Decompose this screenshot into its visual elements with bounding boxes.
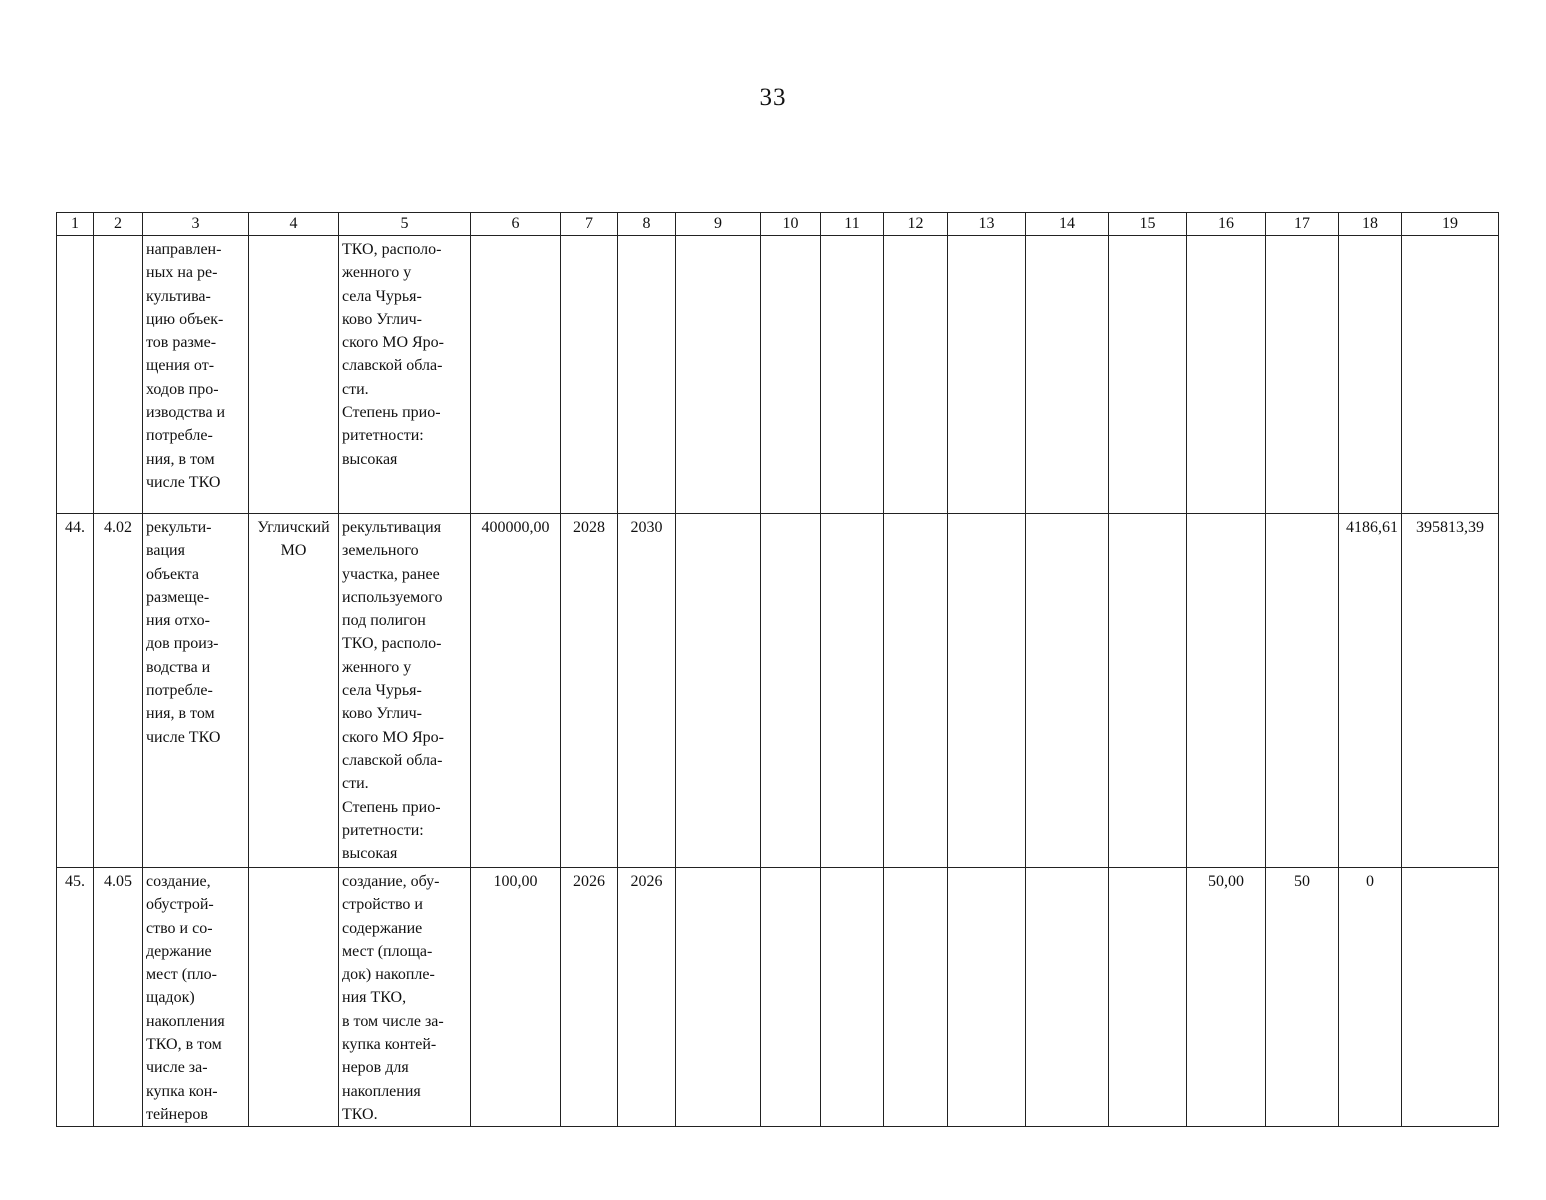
value-col-11 xyxy=(821,514,884,868)
table-row xyxy=(57,868,1499,1127)
column-number: 9 xyxy=(676,213,761,236)
column-number: 5 xyxy=(339,213,471,236)
column-number-row xyxy=(57,213,1499,236)
column-number: 3 xyxy=(143,213,249,236)
value-col-15 xyxy=(1109,868,1187,1127)
value-col-17: 50 xyxy=(1266,868,1339,1127)
table-row xyxy=(57,514,1499,868)
row-number: 45. xyxy=(57,868,94,1127)
value-col-17 xyxy=(1266,514,1339,868)
value-col-13 xyxy=(948,514,1026,868)
column-number: 6 xyxy=(471,213,561,236)
activity-name: создание, обустрой- ство и со- держание мест (пло- щадок) накопления ТКО, в том числе за- купка кон- тейнеров xyxy=(143,868,249,1127)
start-year xyxy=(561,236,618,514)
object-description: рекультивация земельного участка, ранее используемого под полигон ТКО, располо- женного у села Чурья- ково Углич- ского МО Яро- славской обла- сти. Степень прио- ритетности: высокая xyxy=(339,514,471,868)
value-col-9 xyxy=(676,514,761,868)
column-number: 18 xyxy=(1339,213,1402,236)
start-year: 2028 xyxy=(561,514,618,868)
item-code: 4.02 xyxy=(94,514,143,868)
municipality xyxy=(249,236,339,514)
column-number: 14 xyxy=(1026,213,1109,236)
value-col-9 xyxy=(676,236,761,514)
value-col-12 xyxy=(884,514,948,868)
column-number: 13 xyxy=(948,213,1026,236)
page-number: 33 xyxy=(759,84,787,111)
object-description: ТКО, располо- женного у села Чурья- ково Углич- ского МО Яро- славской обла- сти. Степень прио- ритетности: высокая xyxy=(339,236,471,514)
value-col-14 xyxy=(1026,236,1109,514)
total-cost: 400000,00 xyxy=(471,514,561,868)
table-row xyxy=(57,236,1499,514)
document-table xyxy=(56,212,1499,1127)
value-col-10 xyxy=(761,868,821,1127)
value-col-10 xyxy=(761,514,821,868)
value-col-14 xyxy=(1026,514,1109,868)
column-number: 11 xyxy=(821,213,884,236)
row-number: 44. xyxy=(57,514,94,868)
value-col-11 xyxy=(821,868,884,1127)
value-col-16 xyxy=(1187,236,1266,514)
column-number: 2 xyxy=(94,213,143,236)
end-year xyxy=(618,236,676,514)
column-number: 4 xyxy=(249,213,339,236)
value-col-13 xyxy=(948,236,1026,514)
column-number: 15 xyxy=(1109,213,1187,236)
column-number: 1 xyxy=(57,213,94,236)
value-col-11 xyxy=(821,236,884,514)
municipality: Угличский МО xyxy=(249,514,339,868)
column-number: 12 xyxy=(884,213,948,236)
municipality xyxy=(249,868,339,1127)
total-cost xyxy=(471,236,561,514)
object-description: создание, обу- стройство и содержание мест (площа- док) накопле- ния ТКО, в том числе за- купка контей- неров для накопления ТКО. xyxy=(339,868,471,1127)
value-col-18: 4186,61 xyxy=(1339,514,1402,868)
item-code xyxy=(94,236,143,514)
value-col-16: 50,00 xyxy=(1187,868,1266,1127)
column-number: 16 xyxy=(1187,213,1266,236)
column-number: 10 xyxy=(761,213,821,236)
end-year: 2030 xyxy=(618,514,676,868)
value-col-9 xyxy=(676,868,761,1127)
column-number: 8 xyxy=(618,213,676,236)
value-col-18: 0 xyxy=(1339,868,1402,1127)
value-col-15 xyxy=(1109,236,1187,514)
value-col-12 xyxy=(884,868,948,1127)
value-col-17 xyxy=(1266,236,1339,514)
activity-name: рекульти- вация объекта размеще- ния отхо- дов произ- водства и потребле- ния, в том числе ТКО xyxy=(143,514,249,868)
item-code: 4.05 xyxy=(94,868,143,1127)
value-col-18 xyxy=(1339,236,1402,514)
value-col-12 xyxy=(884,236,948,514)
value-col-19 xyxy=(1402,868,1499,1127)
value-col-14 xyxy=(1026,868,1109,1127)
value-col-10 xyxy=(761,236,821,514)
end-year: 2026 xyxy=(618,868,676,1127)
column-number: 19 xyxy=(1402,213,1499,236)
value-col-19: 395813,39 xyxy=(1402,514,1499,868)
column-number: 17 xyxy=(1266,213,1339,236)
value-col-16 xyxy=(1187,514,1266,868)
value-col-15 xyxy=(1109,514,1187,868)
activity-name: направлен- ных на ре- культива- цию объек- тов разме- щения от- ходов про- изводства и потребле- ния, в том числе ТКО xyxy=(143,236,249,514)
value-col-19 xyxy=(1402,236,1499,514)
value-col-13 xyxy=(948,868,1026,1127)
start-year: 2026 xyxy=(561,868,618,1127)
total-cost: 100,00 xyxy=(471,868,561,1127)
column-number: 7 xyxy=(561,213,618,236)
row-number xyxy=(57,236,94,514)
